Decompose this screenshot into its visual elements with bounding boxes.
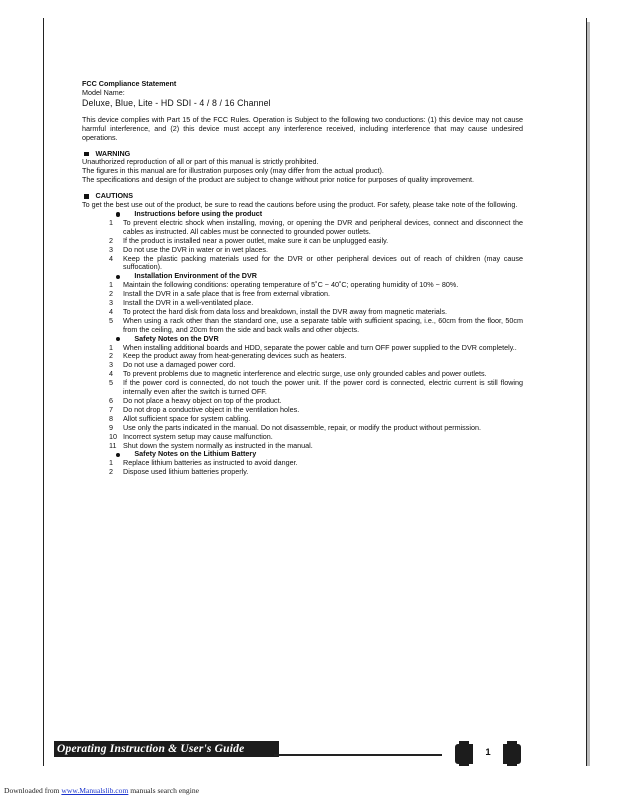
caution-item [82,317,523,335]
caution-item-text: If the power cord is connected, do not touch the power unit. If the power cord is connected, electric current is still flowing internally even after the switch is turned OFF. [123,378,523,397]
caution-sections [82,210,523,477]
caution-item-number: 7 [109,404,113,414]
footer-guide-title: Operating Instruction & User's Guide [57,743,245,755]
caution-item-text: When installing additional boards and HDD, separate the power cable and turn OFF power supplied to the DVR completely.. [123,342,517,352]
caution-subheading-label: Installation Environment of the DVR [134,271,257,281]
warning-line: Unauthorized reproduction of all or part of this manual is strictly prohibited. [82,157,319,167]
caution-item [82,219,523,237]
caution-item-number: 5 [109,315,113,325]
caution-item-number: 3 [109,244,113,254]
caution-item-number: 5 [109,378,113,388]
caution-item-text: To protect the hard disk from data loss and breakdown, install the DVR away from magnetic materials. [123,306,447,316]
caution-item-number: 2 [109,289,113,299]
page-tab-left-body [455,744,473,764]
caution-item-text: Shut down the system normally as instructed in the manual. [123,440,313,450]
caution-item-text: Use only the parts indicated in the manual. Do not disassemble, repair, or modify the product without permission. [123,422,481,432]
square-bullet-icon [84,194,89,199]
caution-item-text: Keep the plastic packing materials used for the DVR or other peripheral devices out of reach of children (may cause suffocation). [123,253,523,272]
warning-line: The specifications and design of the product are subject to change without prior notice for purposes of quality improvement. [82,175,474,185]
caution-item [82,379,523,397]
page-frame-shadow [587,22,590,766]
square-bullet-icon [84,152,89,157]
caution-item-number: 1 [109,217,113,227]
round-bullet-icon [116,275,120,279]
warning-line: The figures in this manual are for illustration purposes only (may differ from the actual product). [82,166,384,176]
page-tab-right-body [503,744,521,764]
caution-item-number: 1 [109,458,113,468]
caution-item-text: Replace lithium batteries as instructed to avoid danger. [123,458,298,468]
caution-item-text: Do not use a damaged power cord. [123,360,236,370]
caution-item-number: 6 [109,396,113,405]
model-value: Deluxe, Blue, Lite - HD SDI - 4 / 8 / 16 Channel [82,97,271,108]
download-suffix: manuals search engine [128,786,200,795]
caution-item-number: 1 [109,280,113,290]
warning-heading-label: WARNING [95,148,131,158]
model-label: Model Name: [82,87,125,97]
caution-item-number: 4 [109,369,113,379]
caution-item-text: Incorrect system setup may cause malfunction. [123,431,273,441]
caution-item-number: 8 [109,413,113,423]
download-credit [4,786,199,795]
footer-rule [274,754,442,756]
caution-item-number: 3 [109,360,113,370]
caution-item-number: 1 [109,342,113,352]
cautions-heading-label: CAUTIONS [95,191,134,201]
caution-item-text: Install the DVR in a safe place that is free from external vibration. [123,289,330,299]
caution-item-number: 3 [109,298,113,308]
caution-item-text: When using a rack other than the standard one, use a separate table with sufficient spacing, i.e., 60cm from the floor, 50cm from the ceiling, and 20cm from the side and back walls and other objects. [123,315,523,334]
caution-item-text: To prevent electric shock when installing, moving, or opening the DVR and peripheral devices, connect and disconnect the cables as instructed. All cables must be connected to grounded power outlets. [123,217,523,236]
round-bullet-icon [116,212,120,216]
caution-item-number: 4 [109,253,113,263]
caution-item-text: Allot sufficient space for system cabling. [123,413,251,423]
caution-item-text: Do not place a heavy object on top of the product. [123,396,282,405]
fcc-statement: This device complies with Part 15 of the FCC Rules. Operation is Subject to the following two conductions: (1) this device may not cause harmful interference, and (2) this device must accept any interference received, including interference that may cause undesired operations. [82,114,523,142]
round-bullet-icon [116,453,120,457]
caution-subheading-label: Instructions before using the product [134,208,263,218]
caution-item-text: If the product is installed near a power outlet, make sure it can be unplugged easily. [123,235,389,245]
round-bullet-icon [116,337,120,341]
download-prefix: Downloaded from [4,786,62,795]
caution-item-text: Do not drop a conductive object in the ventilation holes. [123,404,300,414]
caution-item-number: 4 [109,306,113,316]
cautions-intro: To get the best use out of the product, be sure to read the cautions before using the product. For safety, please take note of the following. [82,200,518,210]
caution-subheading-label: Safety Notes on the DVR [134,333,219,343]
caution-item-number: 2 [109,351,113,361]
document-body [82,80,523,477]
caution-item-number: 2 [109,235,113,245]
manualslib-link[interactable]: www.Manualslib.com [61,786,129,795]
caution-item-text: Install the DVR in a well-ventilated place. [123,298,254,308]
fcc-title: FCC Compliance Statement [82,79,177,88]
caution-item-text: Dispose used lithium batteries properly. [123,467,249,477]
caution-item-number: 11 [109,440,117,450]
page-number: 1 [485,747,491,758]
caution-item-text: Do not use the DVR in water or in wet places. [123,244,269,254]
caution-item [82,468,523,477]
caution-item-text: Keep the product away from heat-generating devices such as heaters. [123,351,347,361]
caution-item-text: To prevent problems due to magnetic interference and electric surge, use only grounded cables and power outlets. [123,369,487,379]
caution-item [82,255,523,273]
caution-item-number: 9 [109,422,113,432]
caution-item-text: Maintain the following conditions: operating temperature of 5˚C ~ 40˚C; operating humidity of 10% ~ 80%. [123,280,459,290]
caution-subheading-label: Safety Notes on the Lithium Battery [134,449,257,459]
caution-item-number: 10 [109,431,117,441]
caution-item-number: 2 [109,467,113,477]
